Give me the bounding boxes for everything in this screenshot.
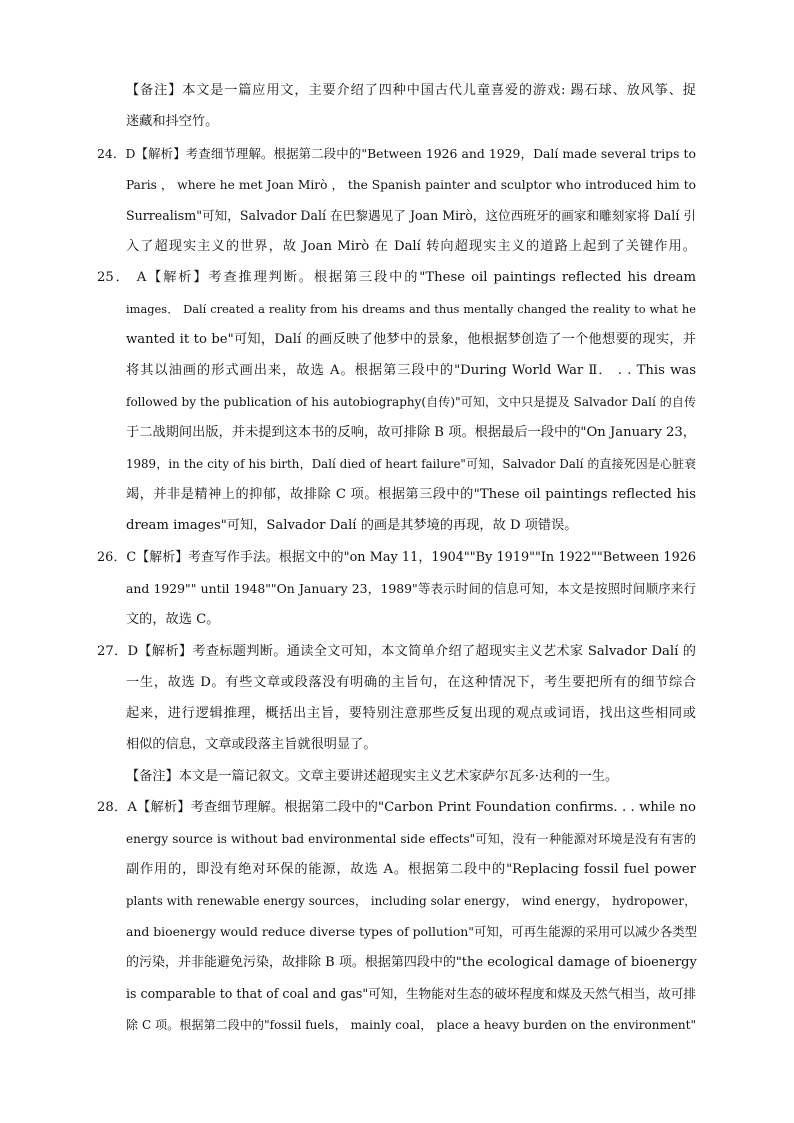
answer-28-line-2: energy source is without bad environmental side effects"可知，没有一种能源对环境是没有有害的 xyxy=(126,832,696,846)
answer-25-line-5: followed by the publication of his autobiography(自传)"可知，文中只是提及 Salvador Dalí 的自传 xyxy=(126,395,696,409)
answer-24-line-4: 入了超现实主义的世界，故 Joan Mirò 在 Dalí 转向超现实主义的道路上起到了关键作用。 xyxy=(126,239,696,254)
answer-25-line-7: 1989，in the city of his birth，Dalí died of heart failure"可知，Salvador Dalí 的直接死因是心脏衰 xyxy=(126,457,696,471)
answer-25-line-9: dream images"可知，Salvador Dalí 的画是其梦境的再现，故 D 项错误。 xyxy=(126,518,578,533)
answer-26-line-1: 26．C【解析】考查写作手法。根据文中的"on May 11，1904""By 1919""In 1922""Between 1926 xyxy=(97,550,696,565)
answer-27-line-1: 27．D【解析】考查标题判断。通读全文可知，本文简单介绍了超现实主义艺术家 Salvador Dalí 的 xyxy=(97,644,696,659)
answer-25-line-2: images． Dalí created a reality from his dreams and thus mentally changed the reality to what he xyxy=(126,302,696,316)
answer-25-line-4: 将其以油画的形式画出来，故选 A。根据第三段中的"During World War Ⅱ． . . This was xyxy=(126,363,696,378)
answer-28-line-7: is comparable to that of coal and gas"可知，生物能对生态的破坏程度和煤及天然气相当，故可排 xyxy=(126,986,696,1001)
answer-24-line-1: 24．D【解析】考查细节理解。根据第二段中的"Between 1926 and 1929，Dalí made several trips to xyxy=(97,146,696,161)
answer-28-line-8: 除 C 项。根据第二段中的"fossil fuels， mainly coal， place a heavy burden on the environment" xyxy=(126,1018,696,1032)
answer-24-line-2: Paris ， where he met Joan Mirò ， the Spanish painter and sculptor who introduced him to xyxy=(126,178,696,192)
answer-27-line-4: 相似的信息，文章或段落主旨就很明显了。 xyxy=(126,737,377,752)
answer-25-line-6: 于二战期间出版，并未提到这本书的反响，故可排除 B 项。根据最后一段中的"On January 23， xyxy=(126,425,696,440)
answer-25-line-3: wanted it to be"可知，Dalí 的画反映了他梦中的景象，他根据梦创造了一个他想要的现实，并 xyxy=(126,332,696,347)
note-23-line-1: 【备注】本文是一篇应用文，主要介绍了四种中国古代儿童喜爱的游戏: 踢石球、放风筝、捉 xyxy=(126,83,696,98)
answer-28-line-5: and bioenergy would reduce diverse types of pollution"可知，可再生能源的采用可以减少各类型 xyxy=(126,924,698,939)
answer-27-line-3: 起来，进行逻辑推理，概括出主旨，要特别注意那些反复出现的观点或词语，找出这些相同或 xyxy=(126,706,696,721)
answer-25-line-8: 竭，并非是精神上的抑郁，故排除 C 项。根据第三段中的"These oil paintings reflected his xyxy=(126,487,696,502)
answer-26-line-2: and 1929"" until 1948""On January 23，1989"等表示时间的信息可知，本文是按照时间顺序来行 xyxy=(126,581,696,596)
answer-28-line-1: 28．A【解析】考查细节理解。根据第二段中的"Carbon Print Foundation confirms. . . while no xyxy=(97,800,696,815)
answer-28-line-6: 的污染，并非能避免污染，故排除 B 项。根据第四段中的"the ecological damage of bioenergy xyxy=(126,955,697,970)
answer-28-line-3: 副作用的，即没有绝对环保的能源，故选 A。根据第二段中的"Replacing fossil fuel power xyxy=(126,862,696,877)
note-27-line: 【备注】本文是一篇记叙文。文章主要讲述超现实主义艺术家萨尔瓦多·达利的一生。 xyxy=(126,769,619,784)
answer-26-line-3: 文的，故选 C。 xyxy=(126,612,220,627)
answer-25-line-1: 25． A【解析】考查推理判断。根据第三段中的"These oil paintings reflected his dream xyxy=(97,270,696,285)
note-23-line-2: 迷藏和抖空竹。 xyxy=(126,114,219,129)
answer-24-line-3: Surrealism"可知，Salvador Dalí 在巴黎遇见了 Joan Mirò，这位西班牙的画家和雕刻家将 Dalí 引 xyxy=(126,208,696,223)
answer-28-line-4: plants with renewable energy sources， including solar energy， wind energy， hydropower， xyxy=(126,894,696,908)
answer-27-line-2: 一生，故选 D。有些文章或段落没有明确的主旨句，在这种情况下，考生要把所有的细节综合 xyxy=(126,675,696,690)
